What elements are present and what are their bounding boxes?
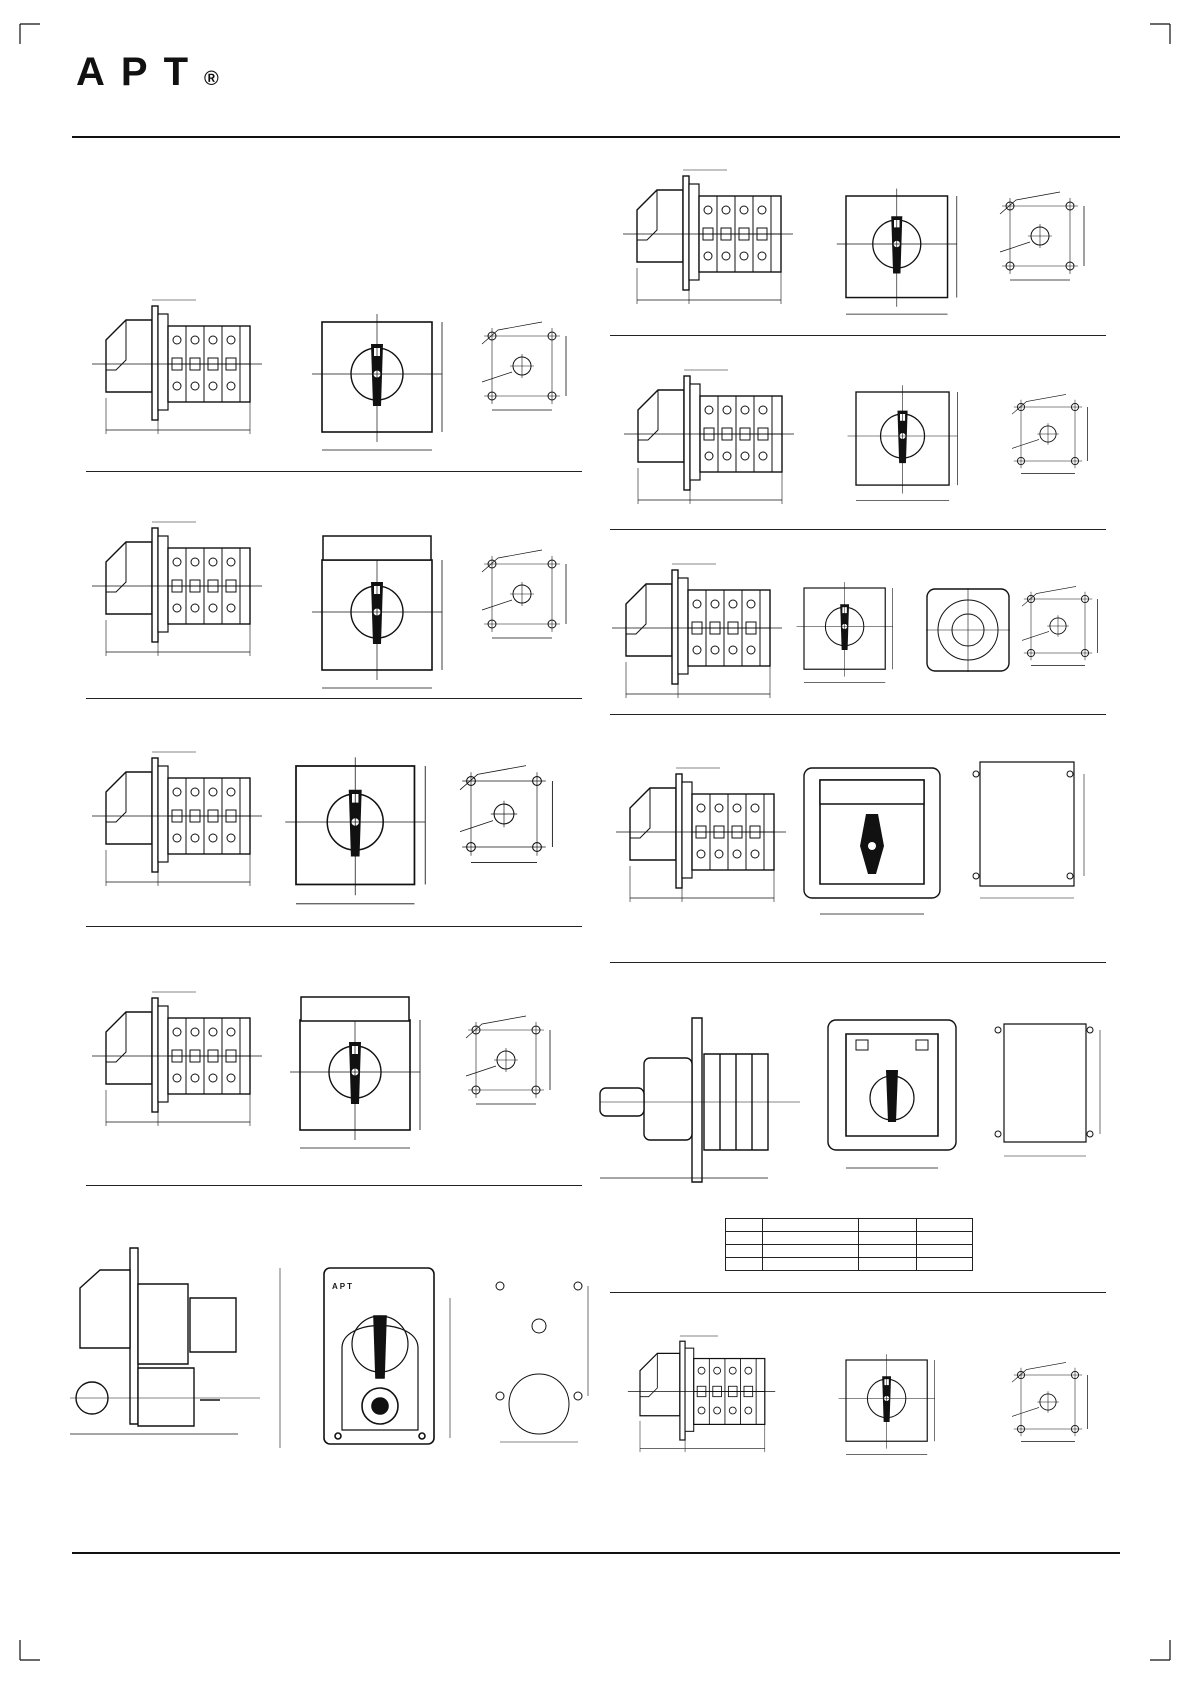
mounting-drill-pattern <box>466 1020 566 1120</box>
key-switch-enclosure-drill <box>990 1016 1110 1166</box>
mounting-drill-pattern <box>1012 1366 1102 1456</box>
front-view-drawing <box>804 588 900 684</box>
table-row <box>726 1232 973 1245</box>
section-divider <box>86 471 582 472</box>
mounting-drill-pattern <box>1000 196 1100 296</box>
enclosure-drill-pattern <box>968 754 1098 904</box>
rear-view-drawing <box>926 588 1010 672</box>
front-view-drawing <box>300 1020 430 1150</box>
mounting-drill-pattern <box>1012 398 1102 488</box>
section-divider <box>86 926 582 927</box>
key-switch-drill-pattern <box>490 1272 600 1452</box>
front-view-drawing <box>296 766 436 906</box>
section-divider <box>610 714 1106 715</box>
mounting-drill-pattern <box>482 554 582 654</box>
header-rule <box>72 136 1120 138</box>
side-view-drawing <box>606 564 796 714</box>
key-switch-enclosure-front <box>826 1018 976 1178</box>
section-divider <box>610 962 1106 963</box>
side-view-drawing <box>618 370 808 520</box>
section-divider <box>610 529 1106 530</box>
section-divider <box>86 1185 582 1186</box>
key-switch-side-view-2 <box>600 1018 810 1188</box>
section-divider <box>86 698 582 699</box>
label-window <box>322 535 432 561</box>
side-view-drawing <box>610 768 800 918</box>
brand-name: APT <box>76 50 204 94</box>
side-view-drawing <box>612 170 812 320</box>
side-view-drawing <box>610 1336 800 1466</box>
side-view-drawing <box>86 522 276 672</box>
brand-logo <box>76 50 219 95</box>
label-window <box>300 996 410 1022</box>
section-divider <box>610 1292 1106 1293</box>
mounting-drill-pattern <box>1022 590 1112 680</box>
registered-mark: ® <box>204 68 219 90</box>
table-row <box>726 1245 973 1258</box>
enclosure-front-view <box>802 766 962 926</box>
section-divider <box>610 335 1106 336</box>
front-view-drawing <box>846 1360 942 1456</box>
key-switch-front-view <box>280 1258 460 1458</box>
mounting-drill-pattern <box>460 770 570 880</box>
table-row <box>726 1258 973 1271</box>
side-view-drawing <box>86 992 276 1142</box>
dimension-table <box>725 1218 973 1271</box>
front-view-drawing <box>856 392 966 502</box>
side-view-drawing <box>86 300 276 450</box>
front-view-drawing <box>322 322 452 452</box>
side-view-drawing <box>86 752 276 902</box>
key-switch-front-label: APT <box>332 1282 354 1291</box>
table-row <box>726 1219 973 1232</box>
key-switch-side-view <box>70 1248 270 1438</box>
front-view-drawing <box>322 560 452 690</box>
footer-rule <box>72 1552 1120 1554</box>
front-view-drawing <box>846 196 966 316</box>
mounting-drill-pattern <box>482 326 582 426</box>
